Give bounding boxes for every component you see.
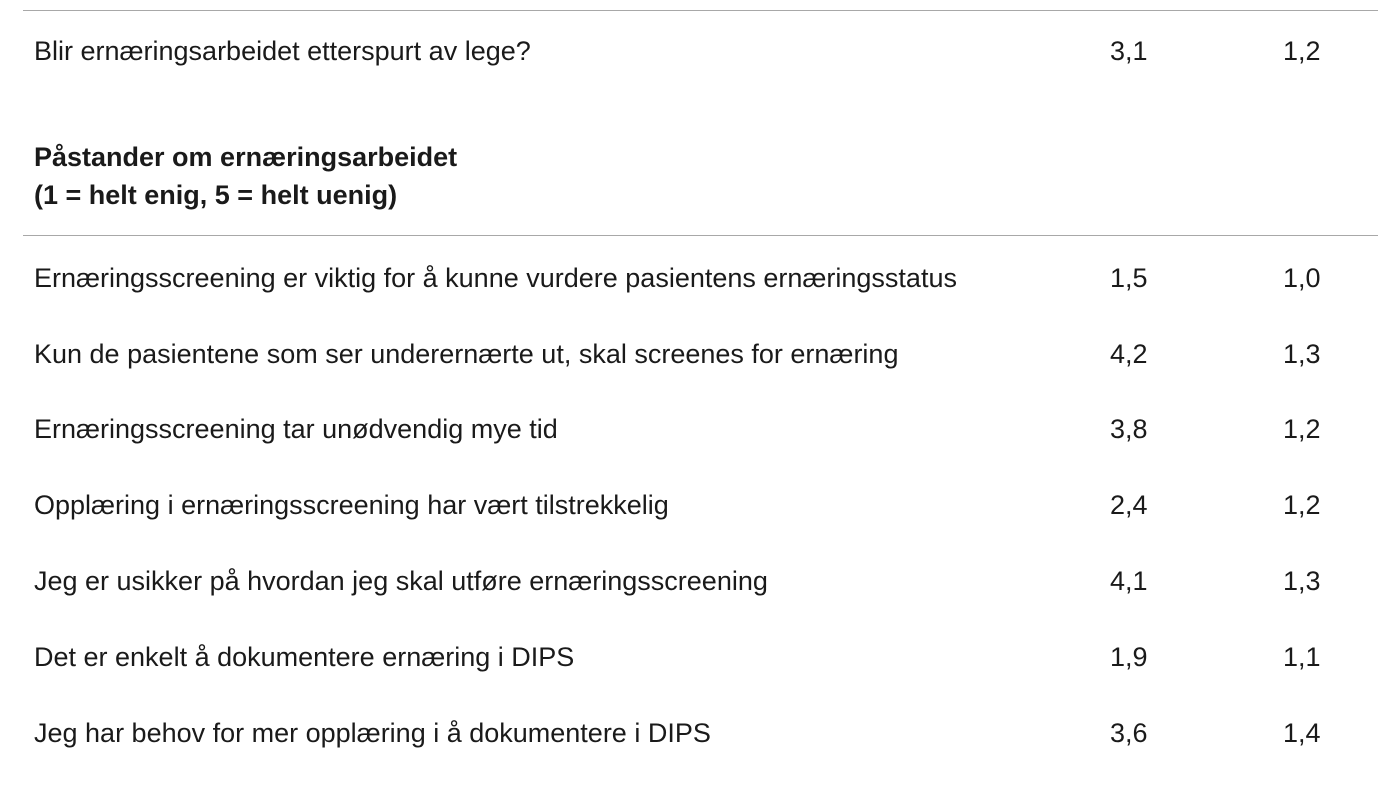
row-label: Det er enkelt å dokumentere ernæring i DIPS xyxy=(34,642,575,672)
table-row xyxy=(0,485,1400,525)
table-row xyxy=(0,713,1400,753)
table-row xyxy=(0,258,1400,298)
row-mean: 3,1 xyxy=(1110,36,1148,66)
row-label: Opplæring i ernæringsscreening har vært tilstrekkelig xyxy=(34,490,669,520)
row-sd: 1,2 xyxy=(1283,414,1321,444)
row-label: Ernæringsscreening tar unødvendig mye tid xyxy=(34,414,558,444)
table-row xyxy=(0,31,1400,71)
row-sd: 1,3 xyxy=(1283,339,1321,369)
section-heading xyxy=(34,138,457,214)
row-label: Ernæringsscreening er viktig for å kunne vurdere pasientens ernæringsstatus xyxy=(34,263,957,293)
row-mean: 4,1 xyxy=(1110,566,1148,596)
top-rule xyxy=(23,10,1378,11)
row-sd: 1,2 xyxy=(1283,36,1321,66)
row-sd: 1,1 xyxy=(1283,642,1321,672)
row-sd: 1,4 xyxy=(1283,718,1321,748)
table-row xyxy=(0,637,1400,677)
table-row xyxy=(0,409,1400,449)
row-label: Blir ernæringsarbeidet etterspurt av lege? xyxy=(34,36,531,66)
row-mean: 1,9 xyxy=(1110,642,1148,672)
row-mean: 3,8 xyxy=(1110,414,1148,444)
row-label: Jeg har behov for mer opplæring i å dokumentere i DIPS xyxy=(34,718,711,748)
row-sd: 1,3 xyxy=(1283,566,1321,596)
row-mean: 2,4 xyxy=(1110,490,1148,520)
row-sd: 1,2 xyxy=(1283,490,1321,520)
table-row xyxy=(0,334,1400,374)
table-row xyxy=(0,561,1400,601)
row-mean: 4,2 xyxy=(1110,339,1148,369)
row-sd: 1,0 xyxy=(1283,263,1321,293)
section-heading-title: Påstander om ernæringsarbeidet xyxy=(34,142,458,172)
section-rule xyxy=(23,235,1378,236)
row-label: Jeg er usikker på hvordan jeg skal utføre ernæringsscreening xyxy=(34,566,768,596)
row-label: Kun de pasientene som ser underernærte ut, skal screenes for ernæring xyxy=(34,339,899,369)
section-heading-scale: (1 = helt enig, 5 = helt uenig) xyxy=(34,180,398,210)
row-mean: 3,6 xyxy=(1110,718,1148,748)
row-mean: 1,5 xyxy=(1110,263,1148,293)
